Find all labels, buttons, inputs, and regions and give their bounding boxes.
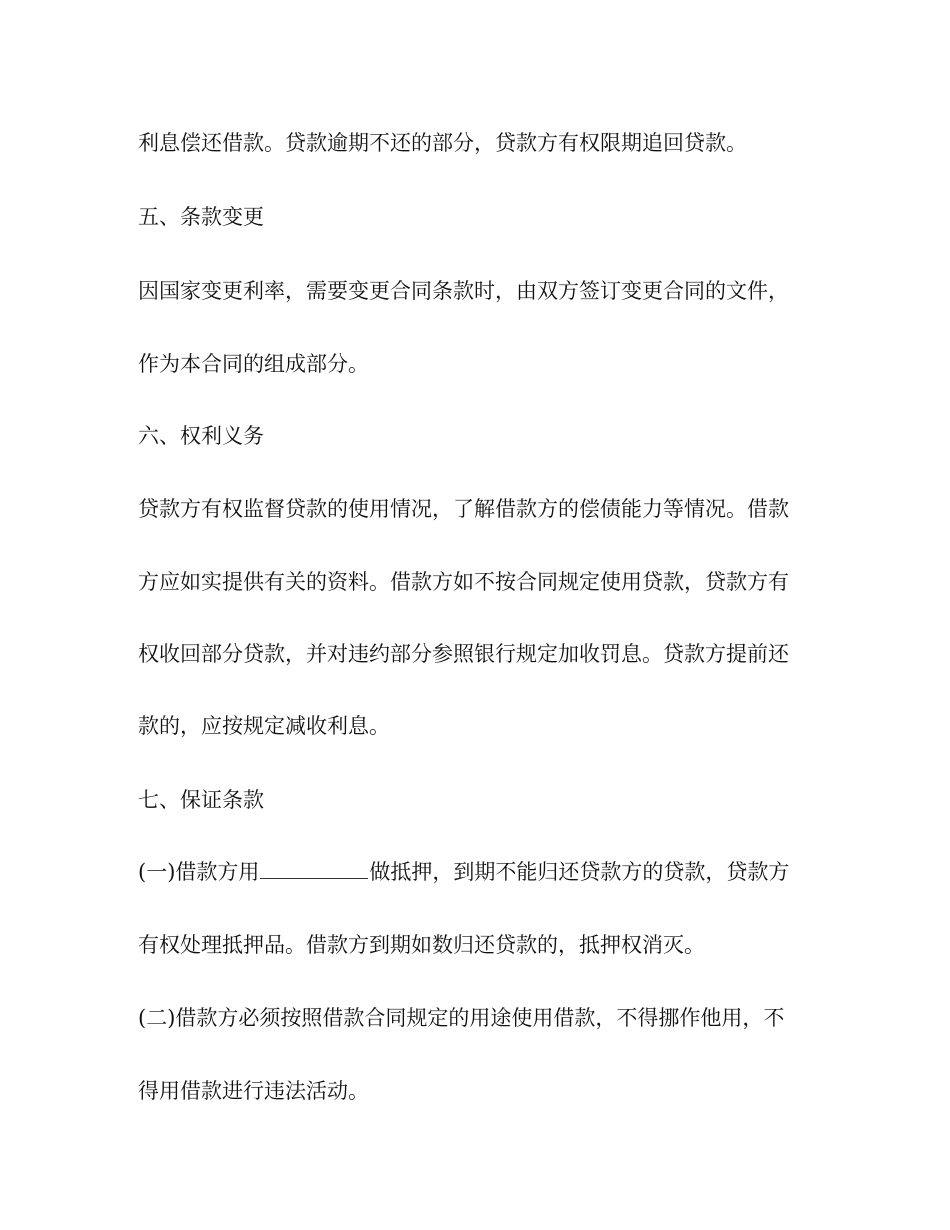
section-heading-rights-obligations: 六、权利义务 [138, 424, 264, 448]
paragraph-line: 因国家变更利率，需要变更合同条款时，由双方签订变更合同的文件， [138, 279, 789, 303]
paragraph-line: 有权处理抵押品。借款方到期如数归还贷款的，抵押权消灭。 [138, 933, 705, 957]
paragraph-line: 权收回部分贷款，并对违约部分参照银行规定加收罚息。贷款方提前还 [138, 642, 789, 666]
clause-one-suffix: 做抵押，到期不能归还贷款方的贷款，贷款方 [369, 860, 790, 884]
collateral-blank-field[interactable] [260, 858, 368, 879]
clause-two-line: (二)借款方必须按照借款合同规定的用途使用借款，不得挪作他用，不 [138, 1006, 785, 1030]
clause-one-prefix: (一)借款方用 [138, 860, 260, 884]
paragraph-line: 利息偿还借款。贷款逾期不还的部分，贷款方有权限期追回贷款。 [138, 131, 747, 155]
paragraph-line: 贷款方有权监督贷款的使用情况，了解借款方的偿债能力等情况。借款 [138, 497, 789, 521]
paragraph-line: 作为本合同的组成部分。 [138, 352, 369, 376]
clause-one-line [138, 858, 818, 886]
paragraph-line: 款的，应按规定减收利息。 [138, 714, 390, 738]
paragraph-line: 方应如实提供有关的资料。借款方如不按合同规定使用贷款，贷款方有 [138, 570, 789, 594]
section-heading-terms-change: 五、条款变更 [138, 205, 264, 229]
paragraph-line: 得用借款进行违法活动。 [138, 1079, 369, 1103]
section-heading-guarantee: 七、保证条款 [138, 788, 264, 812]
